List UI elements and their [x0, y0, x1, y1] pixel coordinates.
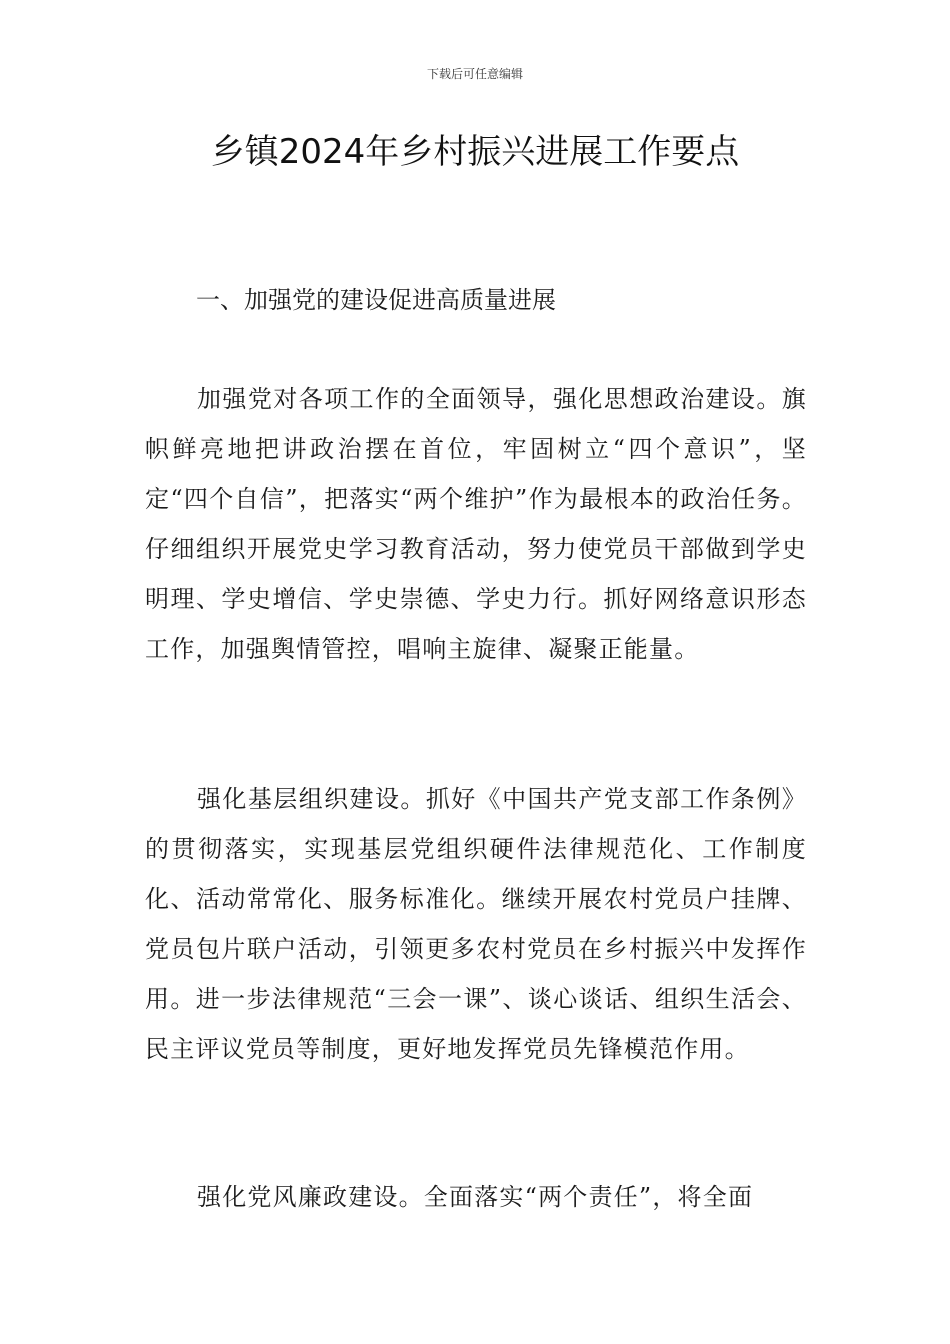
section-heading: 一、加强党的建设促进高质量进展 [196, 286, 556, 314]
paragraph-clean-governance: 强化党风廉政建设。全面落实“两个责任”，将全面 [197, 1183, 754, 1211]
paragraph-grassroots-organization: 强化基层组织建设。抓好《中国共产党支部工作条例》的贯彻落实，实现基层党组织硬件法律规范化、工作制度化、活动常常化、服务标准化。继续开展农村党员户挂牌、党员包片联户活动，引领更多农村党员在乡村振兴中发挥作用。进一步法律规范“三会一课”、谈心谈话、组织生活会、民主评议党员等制度，更好地发挥党员先锋模范作用。 [145, 785, 807, 1063]
document-title: 乡镇2024年乡村振兴进展工作要点 [210, 132, 740, 172]
paragraph-ideological-building: 加强党对各项工作的全面领导，强化思想政治建设。旗帜鲜亮地把讲政治摆在首位，牢固树立“四个意识”，坚定“四个自信”，把落实“两个维护”作为最根本的政治任务。仔细组织开展党史学习教育活动，努力使党员干部做到学史明理、学史增信、学史崇德、学史力行。抓好网络意识形态工作，加强舆情管控，唱响主旋律、凝聚正能量。 [145, 385, 807, 663]
header-note: 下载后可任意编辑 [426, 67, 523, 81]
